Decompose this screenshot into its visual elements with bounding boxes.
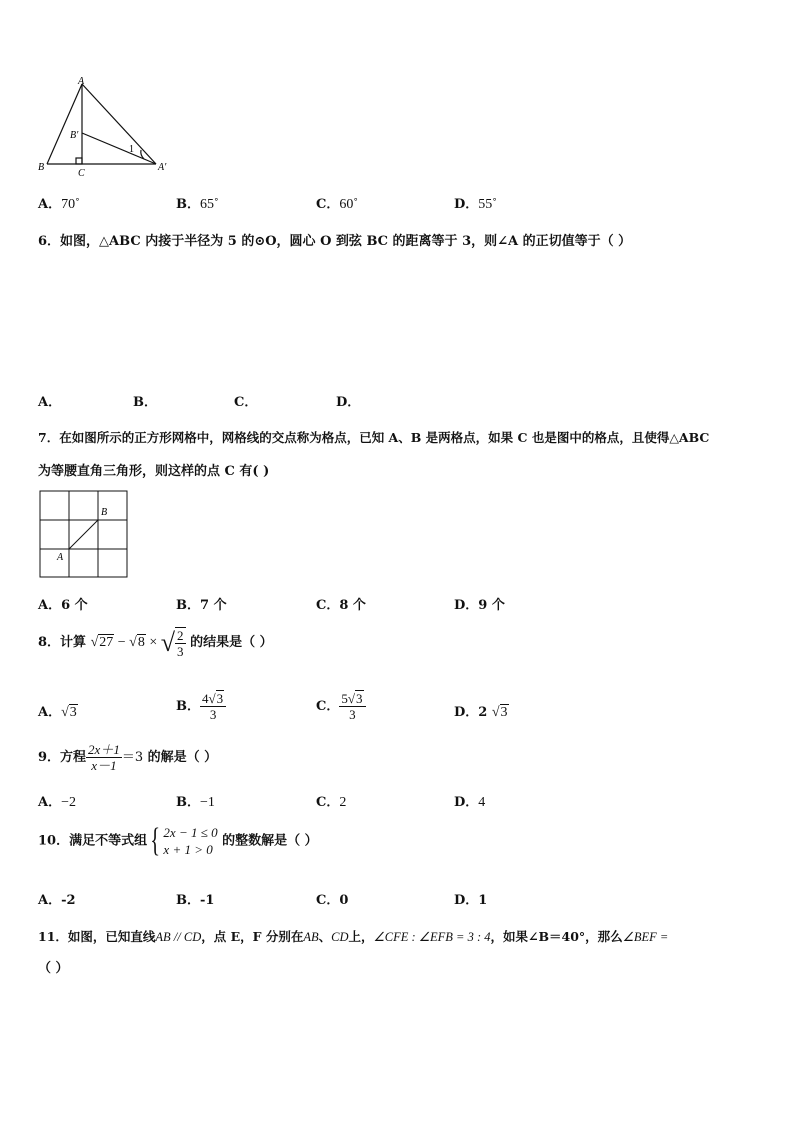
q9-option-d[interactable]: D．4: [454, 795, 486, 810]
q9-option-a[interactable]: A．−2: [38, 795, 76, 810]
q5-option-b[interactable]: B．65˚: [176, 197, 219, 212]
q7-option-a[interactable]: A．6 个: [38, 598, 88, 613]
q7-option-b[interactable]: B．7 个: [176, 598, 227, 613]
label-A: A: [78, 76, 85, 87]
question-11-line-2: （ ）: [38, 961, 69, 976]
label-angle-1: 1: [129, 144, 134, 155]
inequality-2: x + 1 > 0: [163, 842, 213, 857]
question-10: 10．满足不等式组{ 2x − 1 ≤ 0 x + 1 > 0 的整数解是（ ）: [38, 822, 318, 859]
label-B-prime: B′: [70, 130, 79, 141]
q10-option-a[interactable]: A．-2: [38, 893, 76, 908]
q8-radicand-8: 8: [137, 635, 145, 651]
question-7-line-1: 7．在如图所示的正方形网格中，网格线的交点称为格点，已知 A、B 是两格点，如果 C 也是图中的格点，且使得△ABC: [38, 430, 710, 445]
question-9: 9．方程 $\frac{2x+1}{x-1}$ ＝3 的解是（ ）: [38, 742, 218, 773]
label-A-prime: A′: [158, 162, 167, 173]
triangle-figure-q5: [34, 76, 184, 181]
q7-option-d[interactable]: D．9 个: [454, 598, 505, 613]
q9-option-b[interactable]: B．−1: [176, 795, 215, 810]
q8-option-b[interactable]: B． $\frac{4√3}{3}$: [176, 691, 226, 722]
inequality-1: 2x − 1 ≤ 0: [163, 825, 218, 840]
q10-option-d[interactable]: D．1: [454, 893, 488, 908]
label-C: C: [78, 168, 85, 179]
q5-option-d[interactable]: D．55˚: [454, 197, 497, 212]
q10-option-c[interactable]: C．0: [316, 893, 349, 908]
q6-option-a[interactable]: A．: [38, 395, 62, 410]
q9-option-c[interactable]: C．2: [316, 795, 347, 810]
q6-option-b[interactable]: B．: [133, 395, 157, 410]
question-7-line-2: 为等腰直角三角形，则这样的点 C 有( ): [38, 464, 270, 479]
q5-option-c[interactable]: C．60˚: [316, 197, 359, 212]
q5-option-a[interactable]: A．70˚: [38, 197, 80, 212]
q7-option-c[interactable]: C．8 个: [316, 598, 366, 613]
q10-option-b[interactable]: B．-1: [176, 893, 215, 908]
q8-option-c[interactable]: C． $\frac{5√3}{3}$: [316, 691, 366, 722]
q6-option-d[interactable]: D．: [336, 395, 361, 410]
question-6: 6．如图，△ABC 内接于半径为 5 的⊙O，圆心 O 到弦 BC 的距离等于 3，则∠A 的正切值等于（ ）: [38, 234, 632, 249]
q6-option-c[interactable]: C．: [234, 395, 258, 410]
q8-option-d[interactable]: D．2 √3: [454, 705, 508, 720]
grid-label-B: B: [101, 507, 108, 518]
grid-figure-q7: [39, 490, 129, 580]
question-11-line-1: 11．如图，已知直线AB // CD，点 E，F 分别在AB、CD上，∠CFE : ∠EFB = 3 : 4，如果∠B＝40°，那么∠BEF =: [38, 929, 669, 944]
label-B: B: [38, 162, 45, 173]
q8-option-a[interactable]: A．√3: [38, 705, 77, 720]
grid-label-A: A: [57, 552, 64, 563]
q8-radicand-27: 27: [99, 635, 114, 651]
question-8: 8．计算 √27 − √8 × √ $\frac{2}{3}$ 的结果是（ ）: [38, 628, 273, 659]
